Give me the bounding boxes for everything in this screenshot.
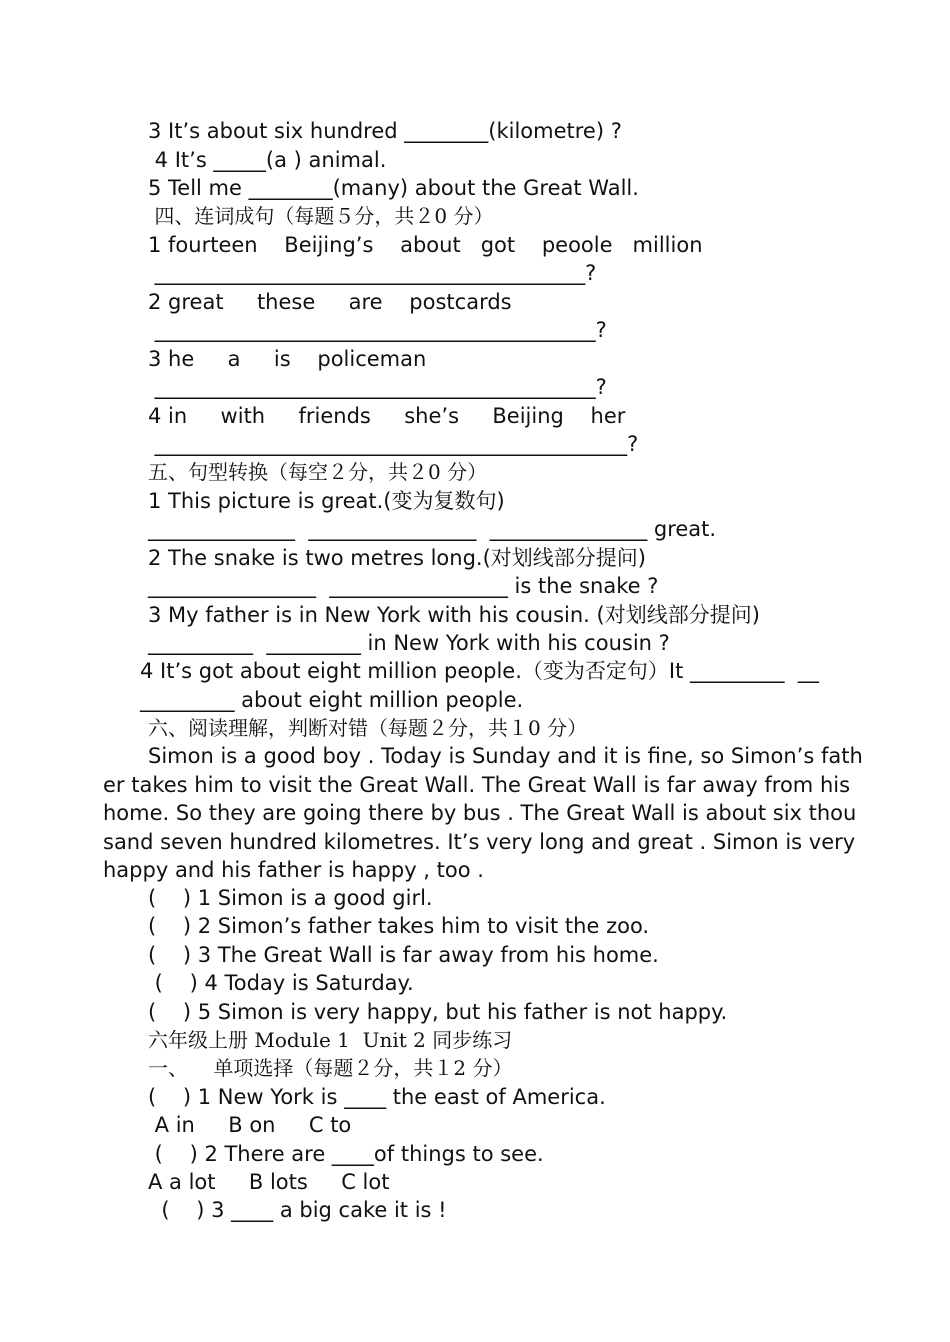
answer-blank-line: __________________________________________? <box>148 375 607 399</box>
question-line: 5 Tell me ________(many) about the Great Wall. <box>148 176 639 200</box>
answer-blank-line: __________________________________________? <box>148 318 607 342</box>
answer-blank-line: _________ about eight million people. <box>140 688 524 712</box>
choice-question: ( ) 3 ____ a big cake it is ! <box>148 1198 447 1222</box>
answer-blank-line: ________________ _________________ is the snake ? <box>148 574 659 598</box>
answer-blank-line: __________ _________ in New York with his cousin ? <box>148 631 670 655</box>
question-line: 4 It’s got about eight million people.（变为否定句）It _________ __ <box>140 659 819 683</box>
section-heading: 一、 单项选择（每题２分，共１2 分） <box>148 1056 513 1080</box>
choice-options: A in B on C to <box>148 1113 352 1137</box>
question-line: 1 This picture is great.(变为复数句) <box>148 489 505 513</box>
answer-blank-line: _____________________________________________? <box>148 432 639 456</box>
section-heading: 六、阅读理解，判断对错（每题２分，共１0 分） <box>148 716 588 740</box>
question-line: 2 The snake is two metres long.(对划线部分提问) <box>148 546 646 570</box>
question-line: 3 My father is in New York with his cousin. (对划线部分提问) <box>148 603 760 627</box>
unit-title: 六年级上册 Module 1 Unit 2 同步练习 <box>148 1028 513 1052</box>
judge-item: ( ) 5 Simon is very happy, but his father is not happy. <box>148 1000 728 1024</box>
judge-item: ( ) 1 Simon is a good girl. <box>148 886 433 910</box>
question-line: 4 in with friends she’s Beijing her <box>148 404 626 428</box>
judge-item: ( ) 3 The Great Wall is far away from his home. <box>148 943 659 967</box>
reading-passage: Simon is a good boy . Today is Sunday and it is fine, so Simon’s father takes him to visit the Great Wall. The Great Wall is far away from his home. So they are going there by bus . The Great Wall is about six thousand seven hundred kilometres. It’s very long and great . Simon is very happy and his father is happy , too . <box>103 744 863 882</box>
choice-question: ( ) 1 New York is ____ the east of America. <box>148 1085 606 1109</box>
answer-blank-line: ______________ ________________ _______________ great. <box>148 517 717 541</box>
question-line: 4 It’s _____(a ) animal. <box>148 148 387 172</box>
judge-item: ( ) 2 Simon’s father takes him to visit the zoo. <box>148 914 650 938</box>
section-heading: 五、句型转换（每空２分，共２0 分） <box>148 460 488 484</box>
question-line: 2 great these are postcards <box>148 290 512 314</box>
question-line: 3 It’s about six hundred ________(kilometre) ? <box>148 119 622 143</box>
question-line: 1 fourteen Beijing’s about got peoole million <box>148 233 703 257</box>
answer-blank-line: _________________________________________? <box>148 261 597 285</box>
section-heading: 四、连词成句（每题５分，共２0 分） <box>148 204 494 228</box>
choice-question: ( ) 2 There are ____of things to see. <box>148 1142 544 1166</box>
judge-item: ( ) 4 Today is Saturday. <box>148 971 414 995</box>
choice-options: A a lot B lots C lot <box>148 1170 390 1194</box>
question-line: 3 he a is policeman <box>148 347 427 371</box>
